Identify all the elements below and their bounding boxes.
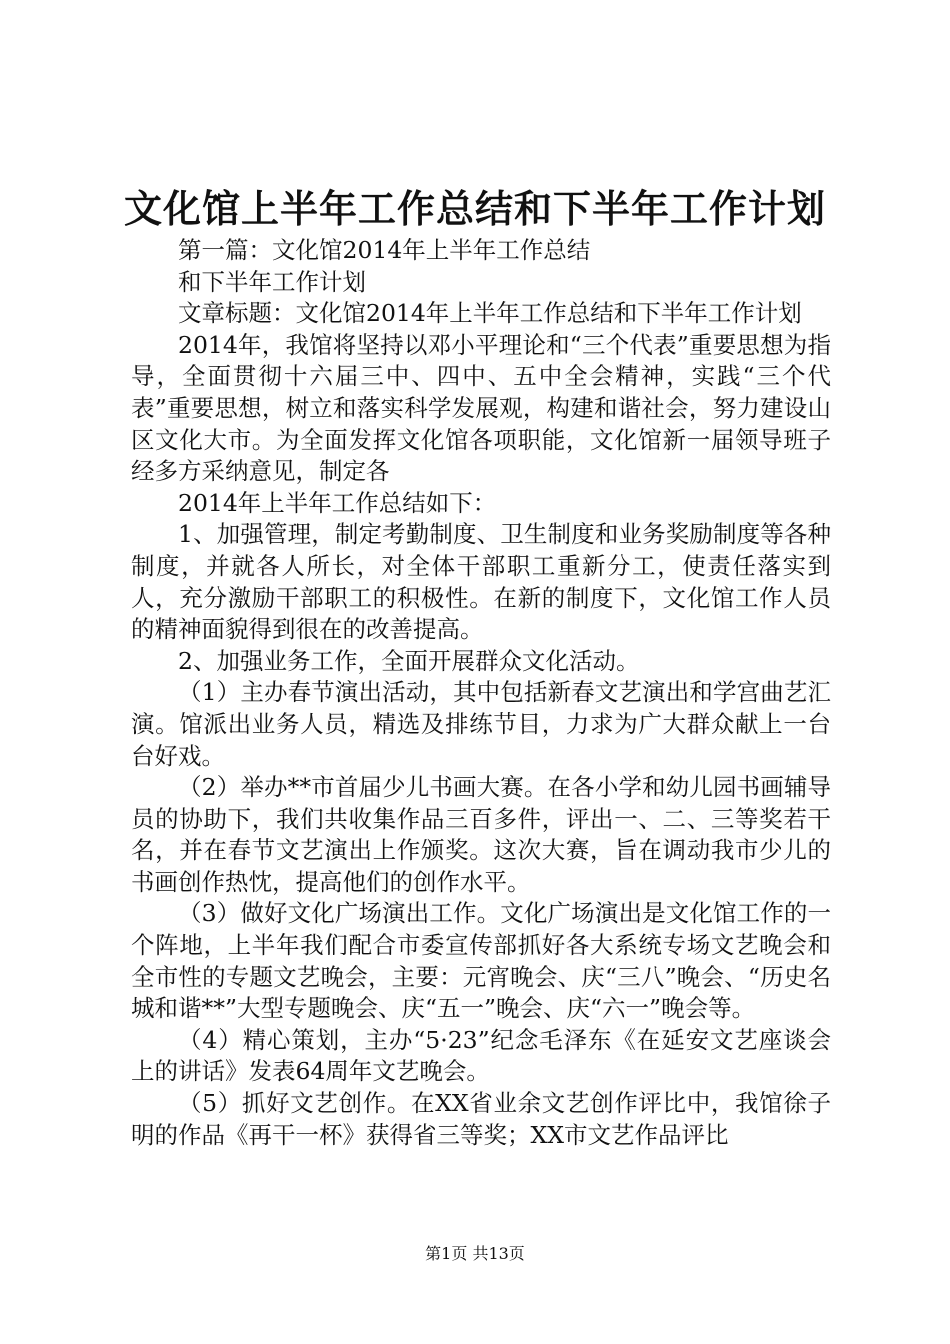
paragraph: （4）精心策划，主办“5·23”纪念毛泽东《在延安文艺座谈会上的讲话》发表64周年文艺晚会。 xyxy=(131,1025,831,1086)
paragraph: （3）做好文化广场演出工作。文化广场演出是文化馆工作的一个阵地，上半年我们配合市委宣传部抓好各大系统专场文艺晚会和全市性的专题文艺晚会，主要：元宵晚会、庆“三八”晚会、“历史名城和谐**”大型专题晚会、庆“五一”晚会、庆“六一”晚会等。 xyxy=(131,899,831,1023)
page-number: 第1页 共13页 xyxy=(425,1244,525,1263)
document-body xyxy=(131,235,831,1151)
paragraph: （1）主办春节演出活动，其中包括新春文艺演出和学宫曲艺汇演。馆派出业务人员，精选及排练节目，力求为广大群众献上一台台好戏。 xyxy=(131,678,831,770)
document-title: 文化馆上半年工作总结和下半年工作计划 xyxy=(123,186,826,231)
paragraph: （5）抓好文艺创作。在XX省业余文艺创作评比中，我馆徐子明的作品《再干一杯》获得省三等奖；XX市文艺作品评比 xyxy=(131,1089,831,1149)
section-heading-line2: 和下半年工作计划 xyxy=(178,267,366,296)
paragraph: 2、加强业务工作，全面开展群众文化活动。 xyxy=(178,646,640,675)
section-heading-line1: 第一篇：文化馆2014年上半年工作总结 xyxy=(178,236,591,264)
article-title: 文章标题：文化馆2014年上半年工作总结和下半年工作计划 xyxy=(178,299,802,328)
paragraph: （2）举办**市首届少儿书画大赛。在各小学和幼儿园书画辅导员的协助下，我们共收集作品三百多件，评出一、二、三等奖若干名，并在春节文艺演出上作颁奖。这次大赛，旨在调动我市少儿的书画创作热忱，提高他们的创作水平。 xyxy=(131,773,831,896)
paragraph: 2014年，我馆将坚持以邓小平理论和“三个代表”重要思想为指导，全面贯彻十六届三中、四中、五中全会精神，实践“三个代表”重要思想，树立和落实科学发展观，构建和谐社会，努力建设山区文化大市。为全面发挥文化馆各项职能，文化馆新一届领导班子经多方采纳意见，制定各 xyxy=(131,330,831,486)
paragraph: 2014年上半年工作总结如下： xyxy=(178,488,497,517)
paragraph: 1、加强管理，制定考勤制度、卫生制度和业务奖励制度等各种制度，并就各人所长，对全体干部职工重新分工，使责任落实到人，充分激励干部职工的积极性。在新的制度下，文化馆工作人员的精神面貌得到很在的改善提高。 xyxy=(131,520,831,644)
